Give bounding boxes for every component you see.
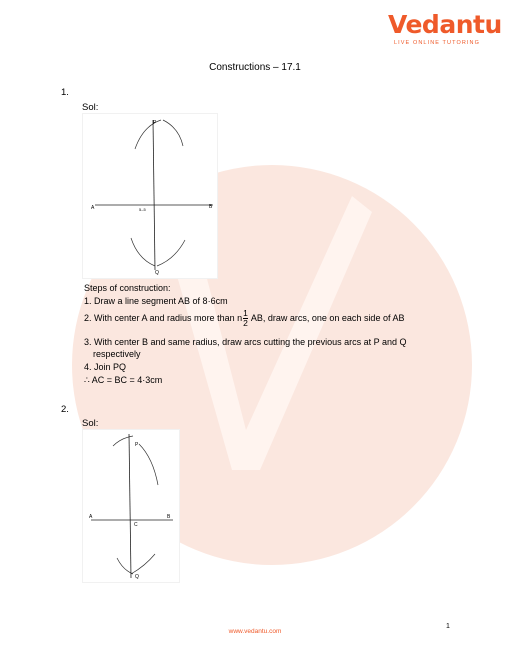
- conclusion: ∴ AC = BC = 4·3cm: [84, 375, 163, 385]
- fraction-one-half: [243, 309, 248, 328]
- arc-top-right: [139, 444, 158, 485]
- step-3-cont: respectively: [93, 349, 141, 359]
- construction-figure-2: [82, 429, 180, 583]
- step-2-text-end: AB, draw arcs, one on each side of AB: [250, 312, 405, 323]
- fraction-denominator: 2: [243, 318, 248, 328]
- label-b: B: [209, 204, 213, 210]
- step-2: [84, 309, 404, 328]
- label-mid: 5–5: [139, 207, 146, 212]
- label-q: Q: [135, 574, 139, 580]
- arc-top-left: [135, 120, 161, 149]
- arc-bottom-right: [157, 240, 185, 266]
- solution-label: Sol:: [82, 418, 99, 429]
- label-p: P: [135, 442, 139, 448]
- construction-figure-1: [82, 113, 218, 279]
- label-c: C: [134, 522, 138, 528]
- page-title: Constructions – 17.1: [209, 62, 301, 73]
- question-number: 1.: [61, 87, 69, 98]
- steps-title: Steps of construction:: [84, 283, 171, 293]
- fraction-numerator: 1: [243, 308, 248, 318]
- perpendicular-bisector: [153, 120, 155, 270]
- arc-bottom-right: [131, 554, 155, 574]
- label-a: A: [91, 205, 95, 211]
- label-b: B: [167, 514, 171, 520]
- logo-wordmark: Vedantu: [388, 10, 502, 39]
- label-p: P: [153, 120, 157, 126]
- step-2-frac-prefix: n: [237, 312, 243, 323]
- step-1: 1. Draw a line segment AB of 8·6cm: [84, 296, 228, 306]
- question-number: 2.: [61, 404, 69, 415]
- step-2-text: 2. With center A and radius more than: [84, 312, 235, 323]
- footer-url[interactable]: www.vedantu.com: [228, 628, 282, 635]
- arc-top-right: [163, 120, 183, 146]
- vedantu-logo: [386, 10, 502, 50]
- step-3: 3. With center B and same radius, draw arcs cutting the previous arcs at P and Q: [84, 337, 407, 347]
- label-q: Q: [155, 270, 159, 276]
- step-4: 4. Join PQ: [84, 362, 127, 372]
- solution-label: Sol:: [82, 102, 99, 113]
- label-a: A: [89, 514, 93, 520]
- perpendicular-bisector: [129, 434, 131, 578]
- logo-tagline: LIVE ONLINE TUTORING: [394, 40, 480, 46]
- page-number: 1: [446, 623, 450, 630]
- arc-bottom-left: [131, 238, 155, 266]
- arc-top-left: [113, 436, 133, 446]
